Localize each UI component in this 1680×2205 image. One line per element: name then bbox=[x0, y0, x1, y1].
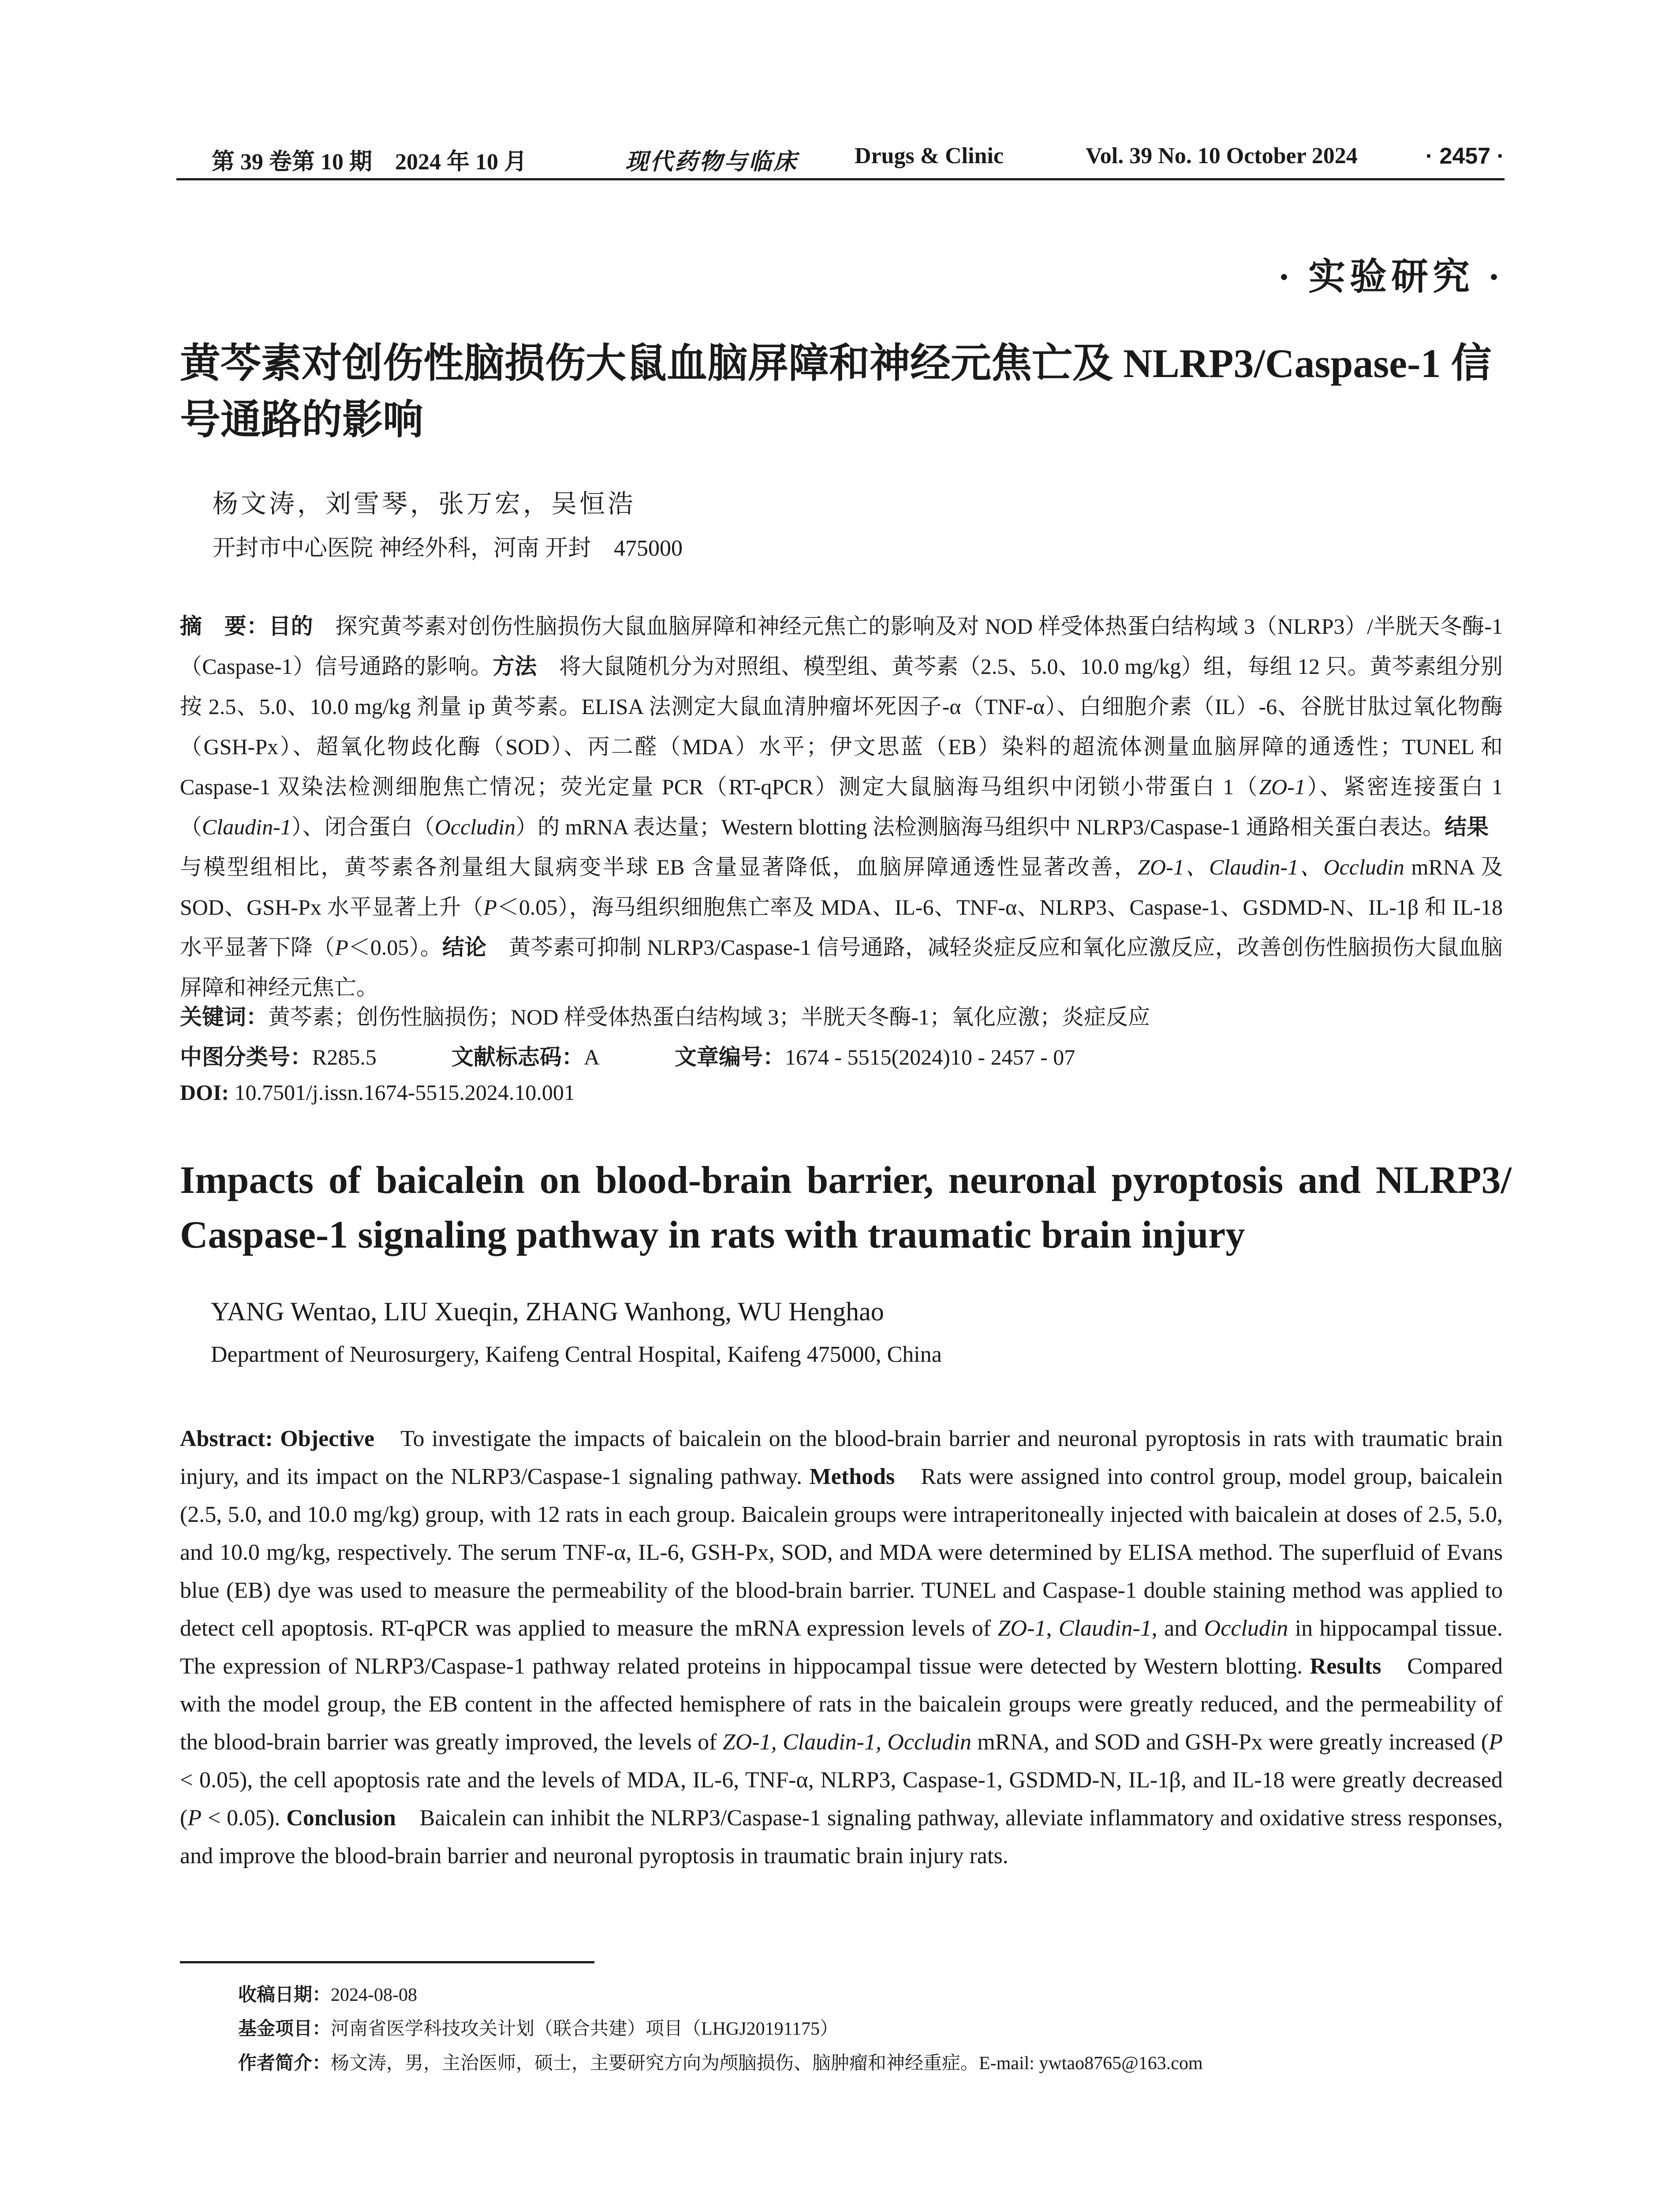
keywords-value: 黄芩素；创伤性脑损伤；NOD 样受体热蛋白结构域 3；半胱天冬酶-1；氧化应激；炎症反应 bbox=[268, 1005, 1150, 1029]
header-page-number: · 2457 · bbox=[1425, 143, 1505, 169]
gene-name: Claudin-1 bbox=[202, 815, 291, 839]
clc-value: R285.5 bbox=[312, 1045, 377, 1069]
abstract-cn bbox=[180, 606, 1511, 1008]
conclusion-label-en: Conclusion bbox=[286, 1805, 396, 1831]
received-label: 收稿日期： bbox=[238, 1985, 331, 2005]
methods-text-cn: ）的 mRNA 表达量；Western blotting 法检测脑海马组织中 NLRP3/Caspase-1 通路相关蛋白表达。 bbox=[515, 815, 1445, 839]
gene-name: Occludin bbox=[434, 815, 516, 839]
methods-text-en: in hippocampal tissue. The expression of NLRP3/Caspase-1 pathway related proteins in hippocampal tissue were detected by Western blotting. bbox=[180, 1616, 1503, 1679]
article-number-label: 文章编号： bbox=[674, 1045, 785, 1069]
gene-name: ZO-1 bbox=[1259, 774, 1306, 799]
authors-en: YANG Wentao, LIU Xueqin, ZHANG Wanhong, WU Henghao bbox=[211, 1297, 884, 1326]
methods-label-en: Methods bbox=[809, 1464, 895, 1489]
results-text-cn: 与模型组相比，黄芩素各剂量组大鼠病变半球 EB 含量显著降低，血脑屏障通透性显著改善， bbox=[180, 815, 1511, 879]
results-text-en: < 0.05). bbox=[202, 1805, 287, 1831]
p-value-symbol: P bbox=[335, 935, 348, 960]
affiliation-en: Department of Neurosurgery, Kaifeng Central Hospital, Kaifeng 475000, China bbox=[211, 1342, 942, 1367]
affiliation-cn: 开封市中心医院 神经外科，河南 开封 475000 bbox=[213, 536, 683, 561]
gene-names: ZO-1、Claudin-1、Occludin bbox=[1138, 855, 1404, 879]
classification-line bbox=[180, 1039, 1075, 1071]
abstract-cn-label: 摘 要： bbox=[180, 614, 269, 639]
p-value-symbol: P bbox=[1489, 1730, 1503, 1755]
results-label-en: Results bbox=[1310, 1654, 1381, 1679]
authors-cn: 杨文涛，刘雪琴，张万宏，吴恒浩 bbox=[213, 490, 636, 518]
gene-name: ZO-1 bbox=[997, 1616, 1046, 1641]
received-date: 2024-08-08 bbox=[331, 1985, 417, 2005]
footnote-divider bbox=[180, 1961, 594, 1963]
fund-value: 河南省医学科技攻关计划（联合共建）项目（LHGJ20191175） bbox=[331, 2019, 839, 2039]
gene-names: ZO-1, Claudin-1, Occludin bbox=[722, 1730, 971, 1755]
results-text-en: mRNA, and SOD and GSH-Px were greatly increased ( bbox=[971, 1730, 1489, 1755]
gene-name: Claudin-1 bbox=[1058, 1616, 1152, 1641]
results-text-cn: mRNA 及 SOD、GSH-Px 水平显著上升（ bbox=[180, 855, 1503, 919]
results-text-cn: ＜0.05），海马组织细胞焦亡率及 MDA、IL-6、TNF-α、NLRP3、Caspase-1、GSDMD-N、IL-1β 和 IL-18 水平显著下降（ bbox=[180, 895, 1503, 960]
footnote-fund bbox=[238, 2014, 838, 2041]
keywords-label: 关键词： bbox=[180, 1005, 268, 1029]
objective-text-en: To investigate the impacts of baicalein on the blood-brain barrier and neuronal pyroptosis in rats with traumatic brain injury, and its impact on the NLRP3/Caspase-1 signaling pathway. bbox=[180, 1426, 1503, 1489]
results-label-cn: 结果 bbox=[1445, 815, 1489, 839]
fund-label: 基金项目： bbox=[238, 2019, 331, 2039]
abstract-en-label: Abstract: Objective bbox=[180, 1426, 375, 1451]
title-cn: 黄芩素对创伤性脑损伤大鼠血脑屏障和神经元焦亡及 NLRP3/Caspase-1 信号通路的影响 bbox=[180, 341, 1492, 442]
p-value-symbol: P bbox=[483, 895, 497, 919]
doi-link[interactable]: 10.7501/j.issn.1674-5515.2024.10.001 bbox=[229, 1080, 575, 1105]
doc-code-label: 文献标志码： bbox=[451, 1045, 584, 1069]
author-bio-value: 杨文涛，男，主治医师，硕士，主要研究方向为颅脑损伤、脑肿瘤和神经重症。E-mail: ywtao8765@163.com bbox=[331, 2053, 1203, 2074]
methods-text-cn: ）、紧密连接蛋白 1（ bbox=[180, 774, 1503, 839]
methods-text-cn: ）、闭合蛋白（ bbox=[291, 815, 435, 839]
objective-text-cn: 探究黄芩素对创伤性脑损伤大鼠血脑屏障和神经元焦亡的影响及对 NOD 样受体热蛋白结构域 3（NLRP3）/半胱天冬酶-1（Caspase-1）信号通路的影响。 bbox=[180, 614, 1503, 679]
methods-text-cn: 将大鼠随机分为对照组、模型组、黄芩素（2.5、5.0、10.0 mg/kg）组，每组 12 只。黄芩素组分别按 2.5、5.0、10.0 mg/kg 剂量 ip 黄芩素。ELISA 法测定大鼠血清肿瘤坏死因子-α（TNF-α）、白细胞介素（IL）-6、谷胱甘肽过氧化物酶（GSH-Px）、超氧化物歧化酶（SOD）、丙二醛（MDA）水平；伊文思蓝（EB）染料的超流体测量血脑屏障的通透性；TUNEL 和 Caspase-1 双染法检测细胞焦亡情况；荧光定量 PCR（RT-qPCR）测定大鼠脑海马组织中闭锁小带蛋白 1（ bbox=[180, 654, 1503, 799]
doc-code-value: A bbox=[583, 1045, 600, 1069]
header-volume: Vol. 39 No. 10 October 2024 bbox=[1086, 143, 1358, 168]
conclusion-text-cn: 黄芩素可抑制 NLRP3/Caspase-1 信号通路，减轻炎症反应和氧化应激反应，改善创伤性脑损伤大鼠血脑屏障和神经元焦亡。 bbox=[180, 935, 1503, 1000]
methods-text-en: Rats were assigned into control group, model group, baicalein (2.5, 5.0, and 10.0 mg/kg) group, with 12 rats in each group. Baicalein groups were intraperitoneally injected with baicalein at doses of 2.5, 5.0, and 10.0 mg/kg, respectively. The serum TNF-α, IL-6, GSH-Px, SOD, and MDA were determined by ELISA method. The superfluid of Evans blue (EB) dye was used to measure the permeability of the blood-brain barrier. TUNEL and Caspase-1 double staining method was applied to detect cell apoptosis. RT-qPCR was applied to measure the mRNA expression levels of bbox=[180, 1464, 1503, 1641]
doi-label: DOI: bbox=[180, 1080, 229, 1105]
author-bio-label: 作者简介： bbox=[238, 2053, 331, 2074]
header-journal-en: Drugs & Clinic bbox=[855, 143, 1004, 168]
conclusion-label-cn: 结论 bbox=[442, 935, 487, 960]
conclusion-text-en: Baicalein can inhibit the NLRP3/Caspase-1 signaling pathway, alleviate inflammatory and oxidative stress responses, and improve the blood-brain barrier and neuronal pyroptosis in traumatic brain injury rats. bbox=[180, 1805, 1503, 1869]
doi-line bbox=[180, 1080, 575, 1105]
results-text-en: Compared with the model group, the EB content in the affected hemisphere of rats in the baicalein groups were greatly reduced, and the permeability of the blood-brain barrier was greatly improved, the levels of bbox=[180, 1654, 1503, 1755]
section-label: · 实验研究 · bbox=[1277, 257, 1505, 298]
footnote-author bbox=[238, 2048, 1203, 2075]
header-journal-cn: 现代药物与临床 bbox=[625, 149, 799, 175]
p-value-symbol: P bbox=[187, 1805, 202, 1831]
header-issue: 第 39 卷第 10 期 2024 年 10 月 bbox=[212, 149, 527, 175]
separator: , and bbox=[1151, 1616, 1204, 1641]
title-en: Impacts of baicalein on blood-brain barrier, neuronal pyroptosis and NLRP3/ Caspase-1 signaling pathway in rats with traumatic brain injury bbox=[180, 1159, 1512, 1256]
abstract-en bbox=[180, 1420, 1503, 1875]
keywords-cn bbox=[180, 999, 1150, 1031]
clc-label: 中图分类号： bbox=[180, 1045, 312, 1069]
running-header bbox=[176, 140, 1505, 180]
results-text-en: < 0.05), the cell apoptosis rate and the levels of MDA, IL-6, TNF-α, NLRP3, Caspase-1, GSDMD-N, IL-1β, and IL-18 were greatly decreased ( bbox=[180, 1768, 1503, 1831]
results-text-cn: ＜0.05）。 bbox=[348, 935, 442, 960]
separator: , bbox=[1046, 1616, 1059, 1641]
methods-label-cn: 方法 bbox=[492, 654, 537, 679]
gene-name: Occludin bbox=[1204, 1616, 1288, 1641]
article-number-value: 1674 - 5515(2024)10 - 2457 - 07 bbox=[784, 1045, 1075, 1069]
objective-label-cn: 目的 bbox=[269, 614, 314, 639]
footnote-received bbox=[238, 1980, 417, 2007]
